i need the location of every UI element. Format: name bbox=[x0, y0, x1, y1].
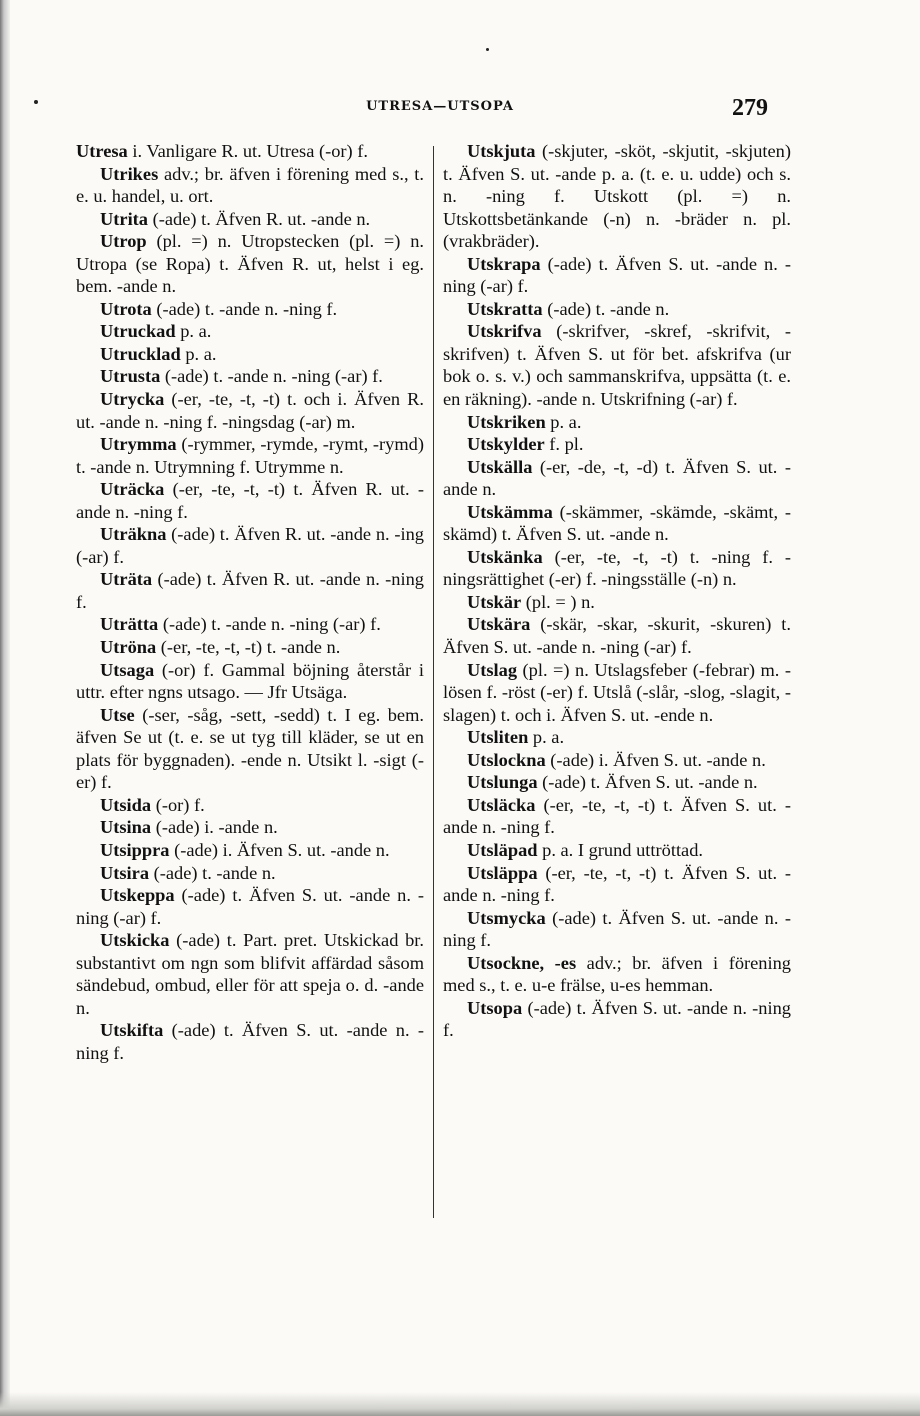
entry-headword: Utruckad bbox=[100, 321, 176, 342]
entry-text: (-er, -te, -t, -t) t. Äfven R. ut. -ande n. -ning f. bbox=[76, 479, 424, 522]
entry-text: adv.; br. äfven i förening med s., t. e. u. handel, u. ort. bbox=[76, 163, 424, 207]
entry-text: p. a. I grund uttröttad. bbox=[537, 839, 704, 860]
entry-text: i. Vanligare R. ut. Utresa (-or) f. bbox=[127, 141, 368, 161]
entry-headword: Uträtta bbox=[100, 614, 159, 635]
dictionary-entry bbox=[76, 636, 424, 659]
entry-text: (-ade) t. -ande n. bbox=[149, 862, 276, 883]
entry-text: p. a. bbox=[528, 727, 565, 748]
entry-headword: Utsopa bbox=[467, 997, 523, 1018]
entry-text: (-skrifver, -skref, -skrifvit, -skrifven) t. Äfven S. ut för bet. afskrifva (ur bok o. s. v.) och sammanskrifva, uppsätta (t. e. en räkning). -ande n. Utskrifning (-ar) f. bbox=[443, 321, 791, 410]
page-edge-shadow bbox=[0, 0, 10, 1416]
entry-text: (-or) f. Gammal böjning återstår i uttr. efter ngns utsago. — Jfr Utsäga. bbox=[76, 659, 424, 703]
page-number: 279 bbox=[732, 95, 768, 121]
entry-headword: Utskriken bbox=[467, 411, 546, 432]
dictionary-entry bbox=[76, 523, 424, 568]
dictionary-entry bbox=[443, 794, 791, 839]
dictionary-entry bbox=[76, 365, 424, 388]
entry-headword: Utsockne, -es bbox=[467, 952, 577, 973]
entry-headword: Utskär bbox=[467, 591, 522, 612]
dictionary-entry bbox=[443, 320, 791, 410]
print-speck bbox=[486, 48, 489, 51]
dictionary-entry bbox=[76, 794, 424, 817]
entry-text: (-ade) t. Äfven S. ut. -ande n. -ning (-ar) f. bbox=[443, 253, 791, 297]
column-divider bbox=[433, 146, 434, 1218]
entry-text: (-ade) i. -ande n. bbox=[151, 817, 278, 838]
entry-headword: Utsida bbox=[100, 794, 152, 815]
entry-headword: Utsira bbox=[100, 862, 150, 883]
dictionary-entry bbox=[76, 839, 424, 862]
dictionary-entry bbox=[76, 478, 424, 523]
entry-headword: Utsaga bbox=[100, 659, 155, 680]
entry-headword: Uträcka bbox=[100, 479, 165, 500]
entry-headword: Utskrapa bbox=[467, 253, 541, 274]
dictionary-entry bbox=[76, 163, 424, 208]
entry-headword: Utsliten bbox=[467, 727, 529, 748]
entry-headword: Utskicka bbox=[100, 930, 170, 951]
dictionary-entry bbox=[443, 907, 791, 952]
entry-text: (pl. =) n. Utropstecken (pl. =) n. Utropa (se Ropa) t. Äfven R. ut, helst i eg. bem. -ande n. bbox=[76, 231, 424, 297]
dictionary-entry bbox=[76, 862, 424, 885]
dictionary-entry bbox=[443, 771, 791, 794]
dictionary-entry bbox=[76, 433, 424, 478]
entry-headword: Utskeppa bbox=[100, 885, 175, 906]
entry-headword: Utrycka bbox=[100, 389, 165, 410]
entry-headword: Utskämma bbox=[467, 501, 553, 522]
dictionary-entry bbox=[76, 884, 424, 929]
entry-headword: Utskylder bbox=[467, 434, 545, 455]
entry-text: p. a. bbox=[180, 343, 217, 364]
page-bottom-shadow bbox=[0, 1392, 920, 1416]
dictionary-entry bbox=[443, 253, 791, 298]
entry-text: (-ser, -såg, -sett, -sedd) t. I eg. bem. äfven Se ut (t. e. se ut tyg till kläder, se ut en plats för byggnaden). -ende n. Utsikt l. -sigt (-er) f. bbox=[76, 704, 424, 793]
running-head bbox=[0, 97, 920, 121]
dictionary-entry bbox=[76, 388, 424, 433]
entry-headword: Utrota bbox=[100, 298, 152, 319]
dictionary-entry bbox=[443, 839, 791, 862]
entry-text: (-er, -te, -t, -t) t. -ande n. bbox=[156, 637, 341, 658]
dictionary-entry bbox=[443, 952, 791, 997]
entry-headword: Utsippra bbox=[100, 839, 170, 860]
dictionary-entry bbox=[443, 546, 791, 591]
dictionary-entry bbox=[76, 613, 424, 636]
entry-headword: Utskjuta bbox=[467, 141, 536, 161]
entry-headword: Utskänka bbox=[467, 546, 543, 567]
dictionary-entry bbox=[76, 929, 424, 1019]
entry-text: (-ade) t. Äfven R. ut. -ande n. -ning f. bbox=[76, 569, 424, 612]
entry-headword: Utresa bbox=[76, 141, 128, 161]
entry-text: (pl. = ) n. bbox=[521, 591, 595, 612]
entry-headword: Utsmycka bbox=[467, 907, 546, 928]
dictionary-entry bbox=[443, 613, 791, 658]
dictionary-entry bbox=[76, 208, 424, 231]
entry-headword: Utsläcka bbox=[467, 794, 536, 815]
entry-text: (-ade) t. -ande n. -ning f. bbox=[151, 298, 338, 319]
entry-headword: Utslunga bbox=[467, 772, 538, 793]
dictionary-entry bbox=[443, 411, 791, 434]
entry-headword: Utskälla bbox=[467, 456, 533, 477]
entry-headword: Utrucklad bbox=[100, 343, 181, 364]
entry-text: (-or) f. bbox=[151, 794, 205, 815]
entry-text: (-ade) t. Äfven S. ut. -ande n. -ning f. bbox=[76, 1020, 424, 1063]
entry-headword: Utsläppa bbox=[467, 862, 538, 883]
entry-text: (-skjuter, -sköt, -skjutit, -skjuten) t. Äfven S. ut. -ande p. a. (t. e. u. udde) och s. n. -ning f. Utskott (pl. =) n. Utskottsbetänkande (-n) n. -bräder n. pl. (vrakbräder). bbox=[443, 141, 791, 252]
dictionary-entry bbox=[443, 501, 791, 546]
dictionary-entry bbox=[76, 320, 424, 343]
left-column bbox=[76, 140, 424, 1064]
entry-headword: Utslag bbox=[467, 659, 518, 680]
entry-headword: Utse bbox=[100, 704, 135, 725]
dictionary-entry bbox=[76, 1019, 424, 1064]
entry-text: (-er, -de, -t, -d) t. Äfven S. ut. -ande n. bbox=[443, 456, 791, 500]
entry-text: f. pl. bbox=[544, 434, 584, 455]
entry-headword: Uträkna bbox=[100, 524, 167, 545]
entry-headword: Utskratta bbox=[467, 298, 543, 319]
entry-text: (-ade) t. Äfven S. ut. -ande n. -ning f. bbox=[443, 907, 791, 951]
entry-text: p. a. bbox=[175, 321, 212, 342]
entry-text: (-ade) t. -ande n. -ning (-ar) f. bbox=[160, 366, 383, 387]
entry-text: (-ade) t. Äfven R. ut. -ande n. -ing (-ar) f. bbox=[76, 524, 424, 567]
dictionary-entry bbox=[443, 591, 791, 614]
dictionary-entry bbox=[76, 298, 424, 321]
entry-text: (-ade) t. -ande n. -ning (-ar) f. bbox=[158, 614, 381, 635]
entry-headword: Utrikes bbox=[100, 163, 159, 184]
entry-headword: Utröna bbox=[100, 637, 157, 658]
dictionary-entry bbox=[443, 862, 791, 907]
entry-headword: Utskära bbox=[467, 614, 531, 635]
entry-headword: Utskifta bbox=[100, 1020, 164, 1041]
dictionary-entry bbox=[443, 140, 791, 253]
running-title: UTRESA—UTSOPA bbox=[366, 99, 514, 114]
entry-headword: Utrop bbox=[100, 231, 147, 252]
dictionary-entry bbox=[443, 298, 791, 321]
dictionary-entry bbox=[76, 568, 424, 613]
dictionary-entry bbox=[443, 997, 791, 1042]
dictionary-entry bbox=[443, 456, 791, 501]
dictionary-entry bbox=[76, 816, 424, 839]
entry-headword: Utrymma bbox=[100, 434, 177, 455]
entry-text: (-ade) t. Äfven R. ut. -ande n. bbox=[148, 208, 371, 229]
entry-text: (-ade) i. Äfven S. ut. -ande n. bbox=[545, 749, 766, 770]
entry-text: (-ade) i. Äfven S. ut. -ande n. bbox=[169, 839, 390, 860]
entry-text: (-rymmer, -rymde, -rymt, -rymd) t. -ande n. Utrymning f. Utrymme n. bbox=[76, 434, 424, 477]
dictionary-entry bbox=[443, 749, 791, 772]
entry-text: p. a. bbox=[545, 411, 582, 432]
dictionary-entry bbox=[443, 433, 791, 456]
entry-headword: Utrusta bbox=[100, 366, 161, 387]
entry-text: (-er, -te, -t, -t) t. och i. Äfven R. ut. -ande n. -ning f. -ningsdag (-ar) m. bbox=[76, 389, 424, 432]
dictionary-entry bbox=[443, 726, 791, 749]
right-column bbox=[443, 140, 791, 1042]
entry-text: (pl. =) n. Utslagsfeber (-febrar) m. -lösen f. -röst (-er) f. Utslå (-slår, -slog, -slagit, -slagen) t. och i. Äfven S. ut. -ende n. bbox=[443, 659, 791, 725]
entry-text: (-er, -te, -t, -t) t. Äfven S. ut. -ande n. -ning f. bbox=[443, 794, 791, 838]
entry-headword: Utsläpad bbox=[467, 839, 538, 860]
entry-headword: Utskrifva bbox=[467, 321, 542, 342]
entry-headword: Uträta bbox=[100, 569, 153, 590]
dictionary-entry bbox=[443, 659, 791, 727]
dictionary-entry bbox=[76, 659, 424, 704]
entry-text: (-ade) t. -ande n. bbox=[542, 298, 670, 319]
dictionary-entry bbox=[76, 140, 424, 163]
entry-text: (-er, -te, -t, -t) t. -ning f. -ningsrättighet (-er) f. -ningsställe (-n) n. bbox=[443, 546, 791, 590]
entry-headword: Utslockna bbox=[467, 749, 546, 770]
dictionary-entry bbox=[76, 230, 424, 298]
dictionary-entry bbox=[76, 704, 424, 794]
entry-text: adv.; br. äfven i förening med s., t. e. u-e frälse, u-es hemman. bbox=[443, 952, 791, 996]
entry-text: (-ade) t. Äfven S. ut. -ande n. -ning (-ar) f. bbox=[76, 885, 424, 928]
entry-text: (-ade) t. Äfven S. ut. -ande n. -ning f. bbox=[443, 997, 791, 1041]
entry-text: (-er, -te, -t, -t) t. Äfven S. ut. -ande n. -ning f. bbox=[443, 862, 791, 906]
entry-text: (-ade) t. Äfven S. ut. -ande n. bbox=[537, 772, 758, 793]
entry-text: (-skämmer, -skämde, -skämt, -skämd) t. Äfven S. ut. -ande n. bbox=[443, 501, 791, 545]
entry-text: (-skär, -skar, -skurit, -skuren) t. Äfven S. ut. -ande n. -ning (-ar) f. bbox=[443, 614, 791, 658]
dictionary-entry bbox=[76, 343, 424, 366]
entry-headword: Utrita bbox=[100, 208, 148, 229]
entry-headword: Utsina bbox=[100, 817, 152, 838]
entry-text: (-ade) t. Part. pret. Utskickad br. substantivt om ngn som blifvit affärdad såsom sändebud, ombud, eller för att speja o. d. -ande n. bbox=[76, 930, 424, 1018]
